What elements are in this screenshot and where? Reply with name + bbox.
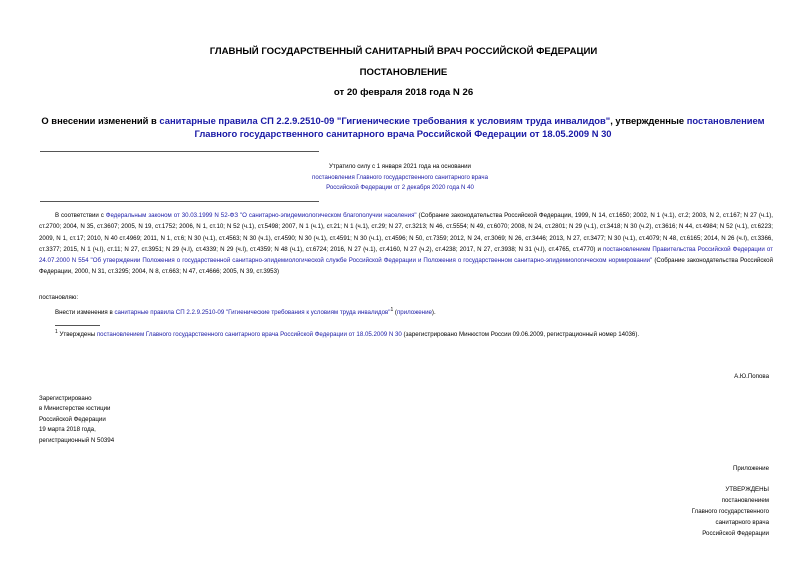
authority-heading: ГЛАВНЫЙ ГОСУДАРСТВЕННЫЙ САНИТАРНЫЙ ВРАЧ РОССИЙСКОЙ ФЕДЕРАЦИИ: [209, 46, 598, 57]
status-note-link[interactable]: Российской Федерации от 2 декабря 2020 года N 40: [326, 184, 474, 191]
doc-date: от 20 февраля 2018 года N 26: [333, 87, 474, 98]
federal-law-link[interactable]: Федеральным законом от 30.03.1999 N 52-ФЗ "О санитарно-эпидемиологическом благополучии населения": [105, 212, 417, 219]
divider: [40, 151, 319, 152]
footnote-ref[interactable]: 1: [390, 307, 394, 313]
amendment-paragraph: [55, 305, 436, 318]
approval-line: Российской Федерации: [702, 530, 769, 538]
preamble-paragraph: [39, 210, 773, 278]
appendix-link[interactable]: приложение: [396, 309, 432, 317]
footnote-divider: [55, 325, 100, 326]
approval-heading: УТВЕРЖДЕНЫ: [725, 486, 769, 493]
government-decree-link[interactable]: постановлением Правительства Российской Федерации от 24.07.2000 N 554 "Об утверждении Положения о государственной санитарно-эпидемиологической службе Российской Федерации и Положения о государственном санитарно-эпидемиологическом нормировании": [39, 245, 773, 265]
paragraph-text: (Собрание законодательства Российской Федерации, 2000, N 31, ст.3295; 2004, N 8, ст.663; N 47, ст.4666; 2005, N 39, ст.3953): [39, 257, 773, 276]
paragraph-text: ).: [431, 309, 436, 317]
approval-block: [560, 484, 769, 539]
status-note-text: Утратило силу с 1 января 2021 года на основании: [329, 163, 471, 170]
doc-type-heading: ПОСТАНОВЛЕНИЕ: [359, 67, 448, 78]
status-note-link[interactable]: постановления Главного государственного санитарного врача: [312, 173, 488, 181]
approval-line: постановлением: [721, 497, 769, 505]
title-text: О внесении изменений в: [41, 115, 160, 126]
footnote-text: (зарегистрировано Минюстом России 09.06.2009, регистрационный номер 14036).: [401, 331, 640, 339]
registration-line: регистрационный N 50394: [39, 436, 115, 444]
approval-line: Главного государственного: [691, 508, 769, 516]
footnote-link[interactable]: постановлением Главного государственного санитарного врача Российской Федерации от 18.05.2009 N 30: [96, 331, 402, 339]
title-link-sanitary-rules[interactable]: санитарные правила СП 2.2.9.2510-09 "Гигиенические требования к условиям труда инвалидов": [159, 115, 611, 126]
registration-block: [39, 394, 114, 446]
registration-line: Российской Федерации: [39, 415, 106, 423]
paragraph-text: Внести изменения в: [55, 309, 115, 317]
footnote-text: Утверждены: [57, 331, 97, 339]
paragraph-text: (Собрание законодательства Российской Федерации, 1999, N 14, ст.1650; 2002, N 1 (ч.1), ст.2; 2003, N 2, ст.167; N 27 (ч.1), ст.2700; 2004, N 35, ст.3607; 2005, N 19, ст.1752; 2006, N 1, ст.10; N 52 (ч.1), ст.5498; 2007, N 1 (ч.1), ст.21; N 1 (ч.1), ст.29; N 27, ст.3213; N 46, ст.5554; N 49, ст.6070; 2008, N 24, ст.2801; N 29 (ч.1), ст.3418; N 30 (ч.2), ст.3616; N 44, ст.4984; N 52 (ч.1), ст.6223; 2009, N 1, ст.17; 2010, N 40 ст.4969; 2011, N 1, ст.6; N 30 (ч.1), ст.4563; N 30 (ч.1), ст.4590; N 30 (ч.1), ст.4591; N 30 (ч.1), ст.4596; N 50, ст.7359; 2012, N 24, ст.3069; N 26, ст.3446; 2013, N 27, ст.3477; N 30 (ч.1), ст.4079; N 48, ст.6165; 2014, N 26 (ч.I), ст.3366, ст.3377; 2015, N 1 (ч.I), ст.11; N 27, ст.3951; N 29 (ч.I), ст.4339; N 29 (ч.I), ст.4359; N 48 (ч.1), ст.6724; 2016, N 27 (ч.1), ст.4160, N 27 (ч.2), ст.4238; 2017, N 27, ст.3938; N 31 (ч.I), ст.4765, ст.4770) и: [39, 212, 773, 253]
sanitary-rules-link[interactable]: санитарные правила СП 2.2.9.2510-09 "Гигиенические требования к условиям труда инвалидов": [114, 309, 391, 317]
paragraph-text: (: [393, 309, 397, 317]
registration-line: 19 марта 2018 года,: [39, 426, 96, 434]
signature: А.Ю.Попова: [734, 373, 769, 380]
title-link-decree[interactable]: постановлением Главного государственного санитарного врача Российской Федерации от 18.05.2009 N 30: [194, 115, 765, 139]
title-text: , утвержденные: [610, 115, 687, 126]
registration-line: Зарегистрировано: [39, 395, 92, 402]
paragraph-text: В соответствии с: [55, 212, 106, 219]
status-note: [200, 162, 600, 194]
decree-word: постановляю:: [39, 294, 79, 301]
appendix-label: Приложение: [732, 465, 769, 472]
footnote-mark: 1: [55, 329, 58, 335]
footnote: [55, 327, 639, 340]
document-title: [40, 114, 766, 140]
registration-line: в Министерстве юстиции: [39, 405, 111, 413]
approval-line: санитарного врача: [715, 519, 769, 527]
divider: [40, 201, 319, 202]
